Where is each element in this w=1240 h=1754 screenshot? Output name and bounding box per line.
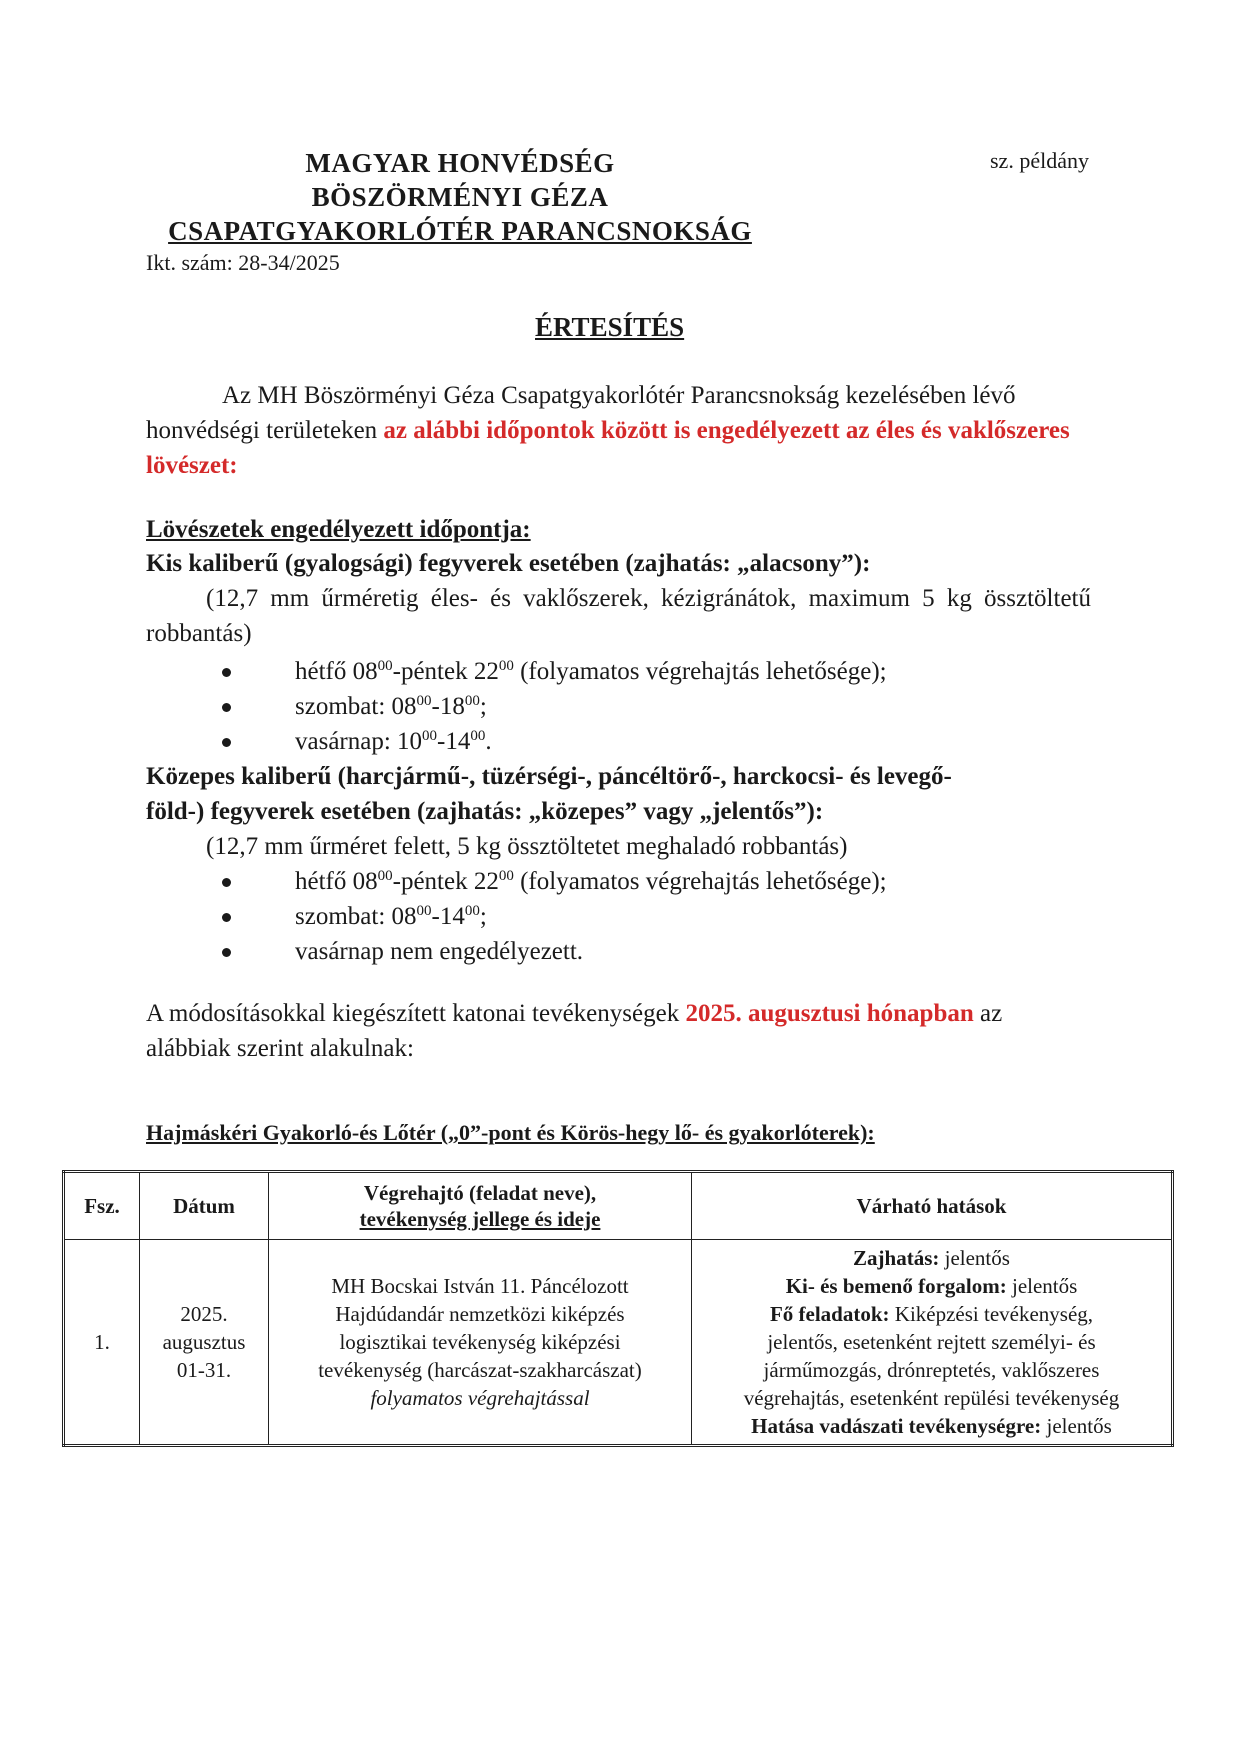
intro-paragraph xyxy=(146,378,1091,483)
section-title: Hajmáskéri Gyakorló-és Lőtér („0”-pont és Körös-hegy lő- és gyakorlóterek): xyxy=(146,1120,875,1145)
medium-caliber-heading-line1: Közepes kaliberű (harcjármű-, tüzérségi-, páncéltörő-, harckocsi- és levegő- xyxy=(146,763,952,790)
cell-executor: MH Bocskai István 11. Páncélozott Hajdúdandár nemzetközi kiképzés logisztikai tevékenység kiképzési tevékenység (harcászat-szakharcászat) folyamatos végrehajtással xyxy=(269,1240,692,1446)
medium-schedule-item: hétfő $08^{00}$-péntek $22^{00}$ (folyamatos végrehajtás lehetősége); xyxy=(295,868,887,895)
medium-schedule-item: vasárnap nem engedélyezett. xyxy=(295,938,584,965)
bullet-icon xyxy=(222,913,231,922)
org-name-line1: MAGYAR HONVÉDSÉG xyxy=(305,148,615,178)
cell-date: 2025. augusztus 01-31. xyxy=(140,1240,269,1446)
bullet-icon xyxy=(222,878,231,887)
col-header-executor: Végrehajtó (feladat neve), tevékenység jellege és ideje xyxy=(269,1172,692,1240)
document-title: ÉRTESÍTÉS xyxy=(535,312,685,342)
small-schedule-item: hétfő $08^{00}$-péntek $22^{00}$ (folyamatos végrehajtás lehetősége); xyxy=(295,658,887,685)
col-header-effects: Várható hatások xyxy=(692,1172,1173,1240)
cell-fsz: 1. xyxy=(64,1240,140,1446)
activities-table xyxy=(62,1170,1174,1447)
col-header-fsz: Fsz. xyxy=(64,1172,140,1240)
small-schedule-item: vasárnap: $10^{00}-14^{00}$. xyxy=(295,728,492,755)
intro-normal-text: Az MH Böszörményi Géza Csapatgyakorlótér Parancsnokság kezelésében lévő honvédségi területeken xyxy=(146,382,1016,444)
bullet-icon xyxy=(222,668,231,677)
copy-label: sz. példány xyxy=(990,148,1089,173)
schedule-heading: Lövészetek engedélyezett időpontja: xyxy=(146,516,531,543)
org-name-line2: BÖSZÖRMÉNYI GÉZA xyxy=(311,182,609,212)
bullet-icon xyxy=(222,703,231,712)
table-row xyxy=(64,1240,1173,1446)
summary-paragraph xyxy=(146,996,1091,1066)
col-header-date: Dátum xyxy=(140,1172,269,1240)
summary-normal-text: A módosításokkal kiegészített katonai tevékenységek xyxy=(146,1000,680,1027)
small-caliber-description: (12,7 mm űrméretig éles- és vaklőszerek, kézigránátok, maximum 5 kg össztöltetű robbantás) xyxy=(146,585,1091,647)
bullet-icon xyxy=(222,738,231,747)
summary-highlight-text: 2025. augusztusi hónapban xyxy=(685,1000,974,1027)
medium-schedule-item: szombat: $08^{00}-14^{00}$; xyxy=(295,903,487,930)
medium-caliber-heading-line2: föld-) fegyverek esetében (zajhatás: „közepes” vagy „jelentős”): xyxy=(146,798,824,825)
summary-tail-text: az alábbiak szerint alakulnak: xyxy=(146,1000,1003,1062)
small-caliber-heading: Kis kaliberű (gyalogsági) fegyverek esetében (zajhatás: „alacsony”): xyxy=(146,550,871,577)
bullet-icon xyxy=(222,948,231,957)
org-name-line3: CSAPATGYAKORLÓTÉR PARANCSNOKSÁG xyxy=(168,216,752,246)
small-schedule-item: szombat: $08^{00}-18^{00}$; xyxy=(295,693,487,720)
cell-effects: Zajhatás: jelentős Ki- és bemenő forgalom: jelentős Fő feladatok: Kiképzési tevékenység, jelentős, esetenként rejtett személyi- és járműmozgás, drónreptetés, vaklőszeres végrehajtás, esetenként repülési tevékenység Hatása vadászati tevékenységre: jelentős xyxy=(692,1240,1173,1446)
table-header-row xyxy=(64,1172,1173,1240)
intro-highlight-text: az alábbi időpontok között is engedélyezett az éles és vaklőszeres lövészet: xyxy=(146,417,1070,479)
registration-number: Ikt. szám: 28-34/2025 xyxy=(146,250,340,275)
medium-caliber-description: (12,7 mm űrméret felett, 5 kg össztöltetet meghaladó robbantás) xyxy=(206,833,848,860)
